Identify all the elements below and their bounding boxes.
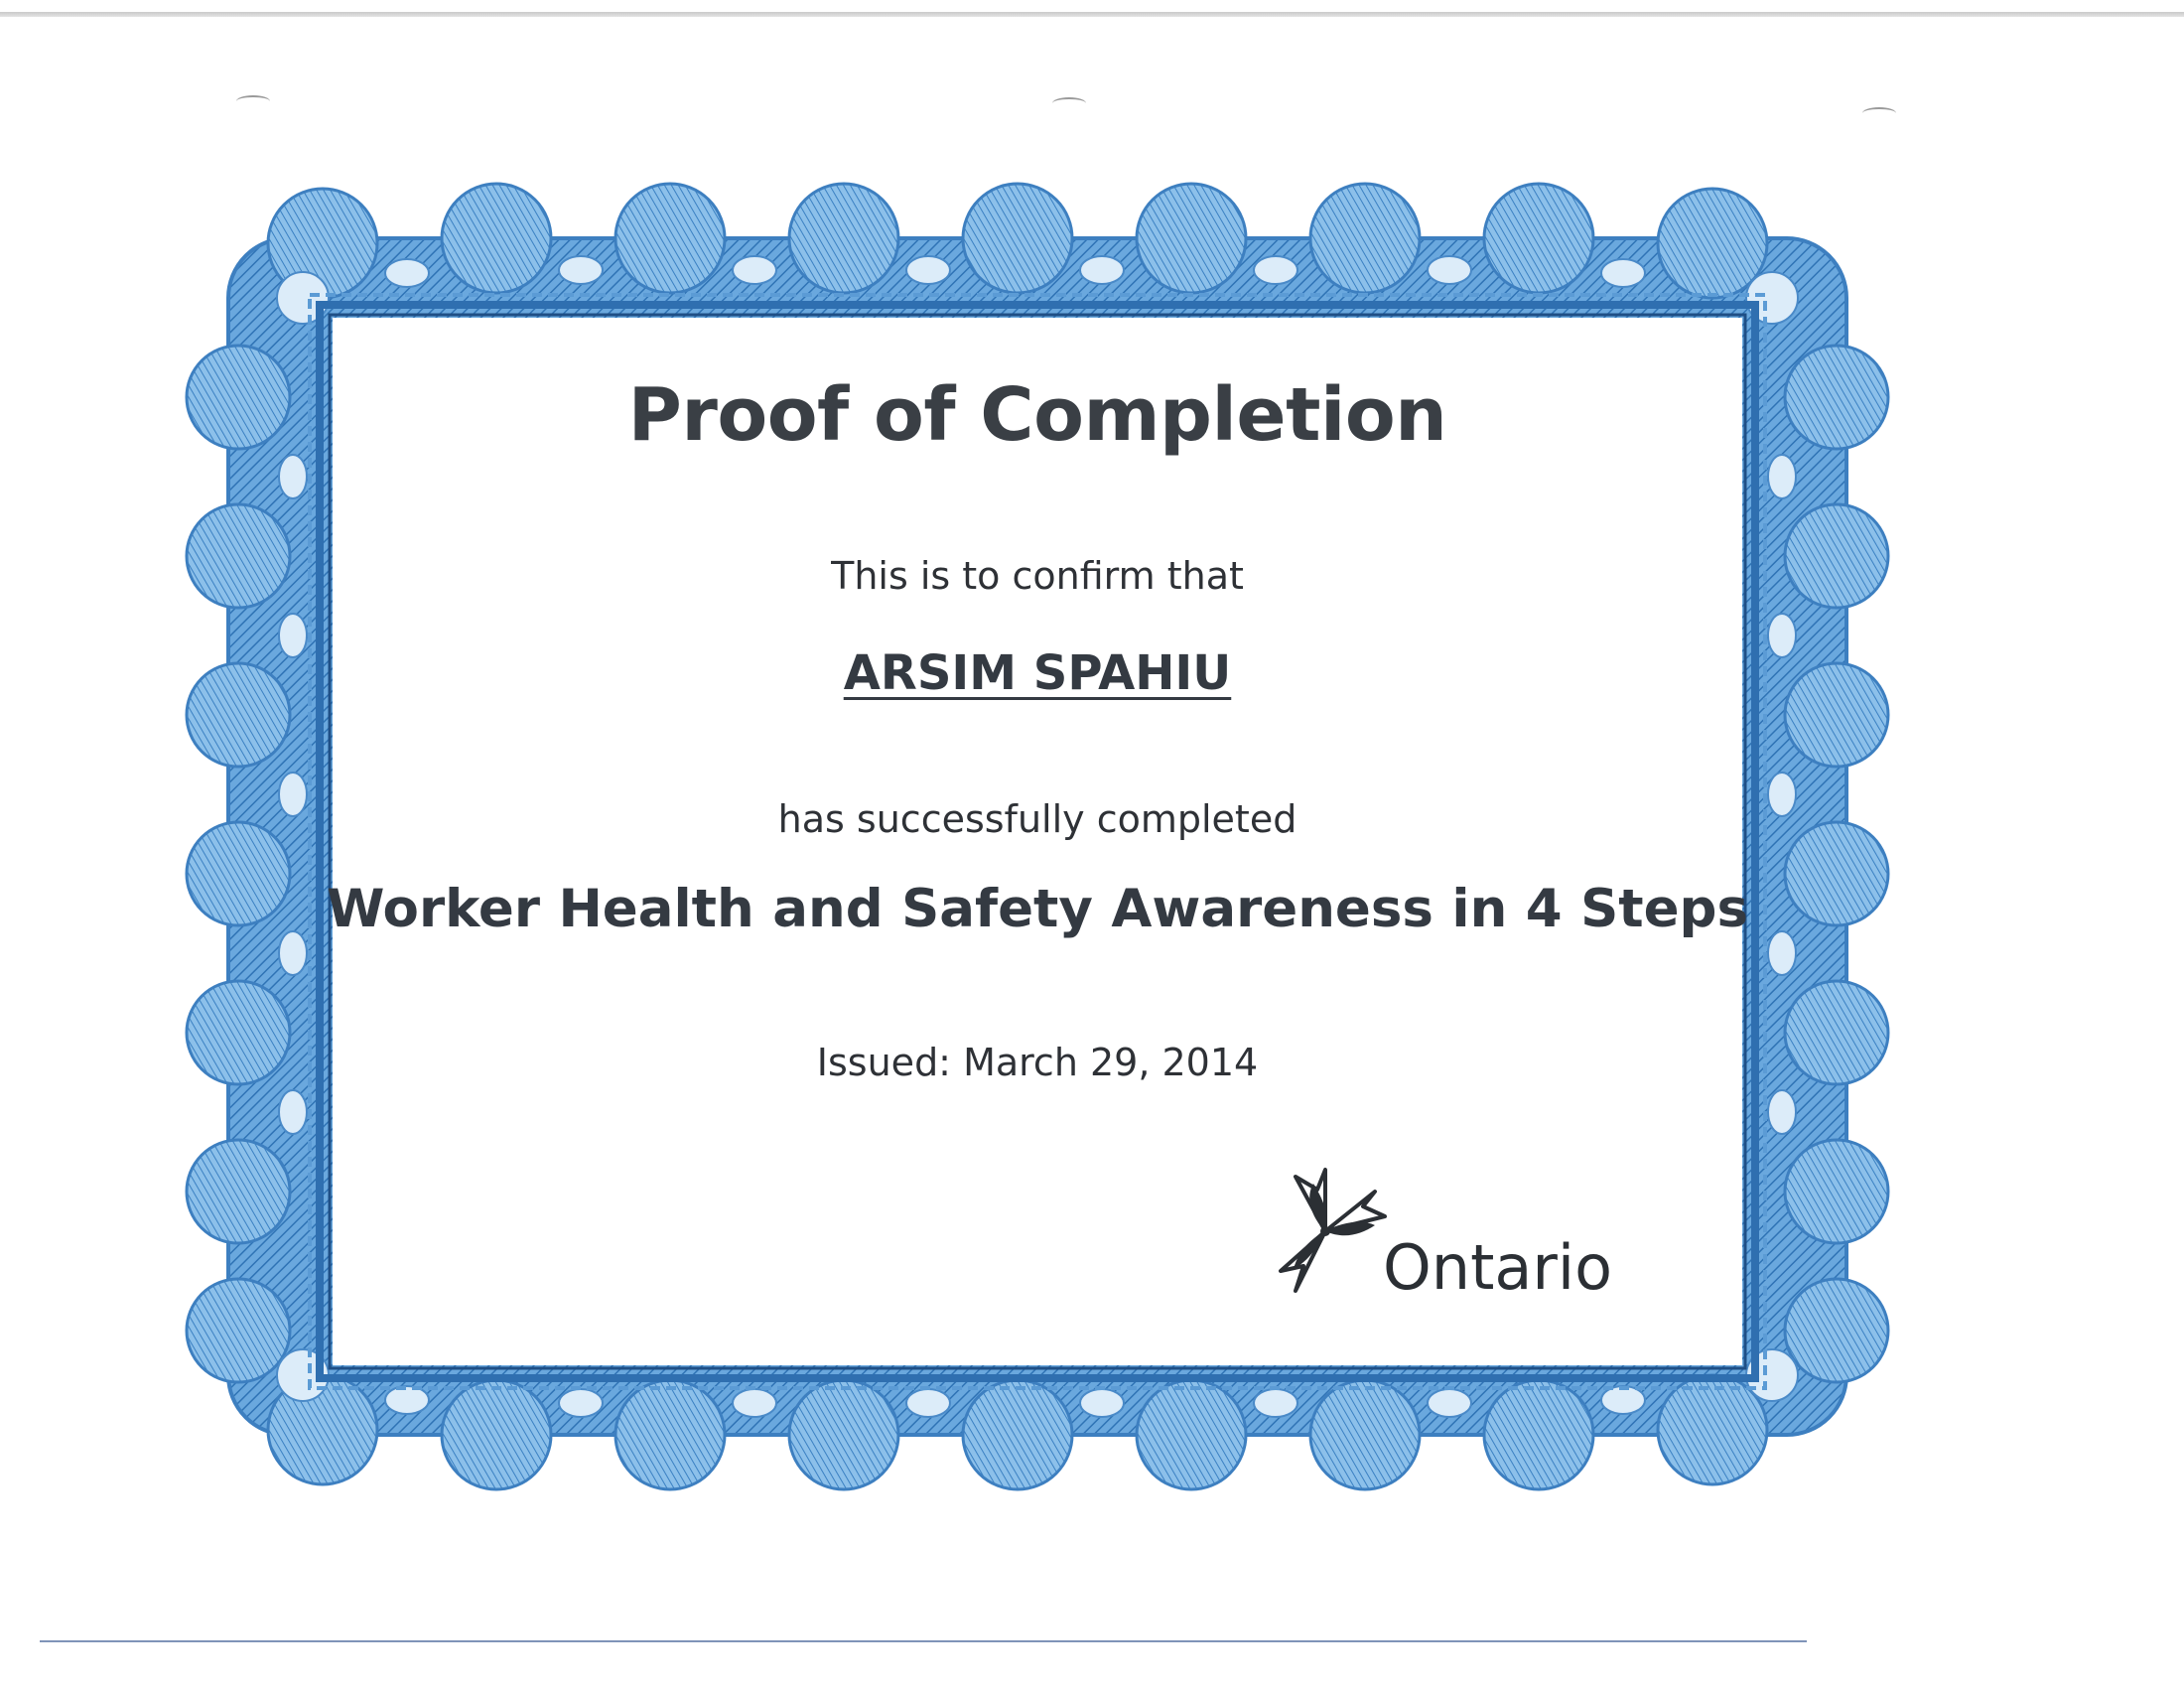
ontario-wordmark: Ontario (1383, 1231, 1613, 1304)
confirm-text: This is to confirm that (831, 554, 1244, 598)
certificate-title: Proof of Completion (627, 372, 1447, 458)
ontario-logo (1256, 1162, 1673, 1321)
recipient-name-line (333, 645, 1742, 701)
issued-date: Issued: March 29, 2014 (816, 1041, 1259, 1084)
certificate-body (326, 318, 1749, 1365)
completed-text: has successfully completed (777, 797, 1297, 841)
scan-edge-bottom (40, 1640, 1807, 1642)
recipient-name: ARSIM SPAHIU (843, 645, 1232, 701)
course-name: Worker Health and Safety Awareness in 4 Steps (326, 879, 1749, 939)
